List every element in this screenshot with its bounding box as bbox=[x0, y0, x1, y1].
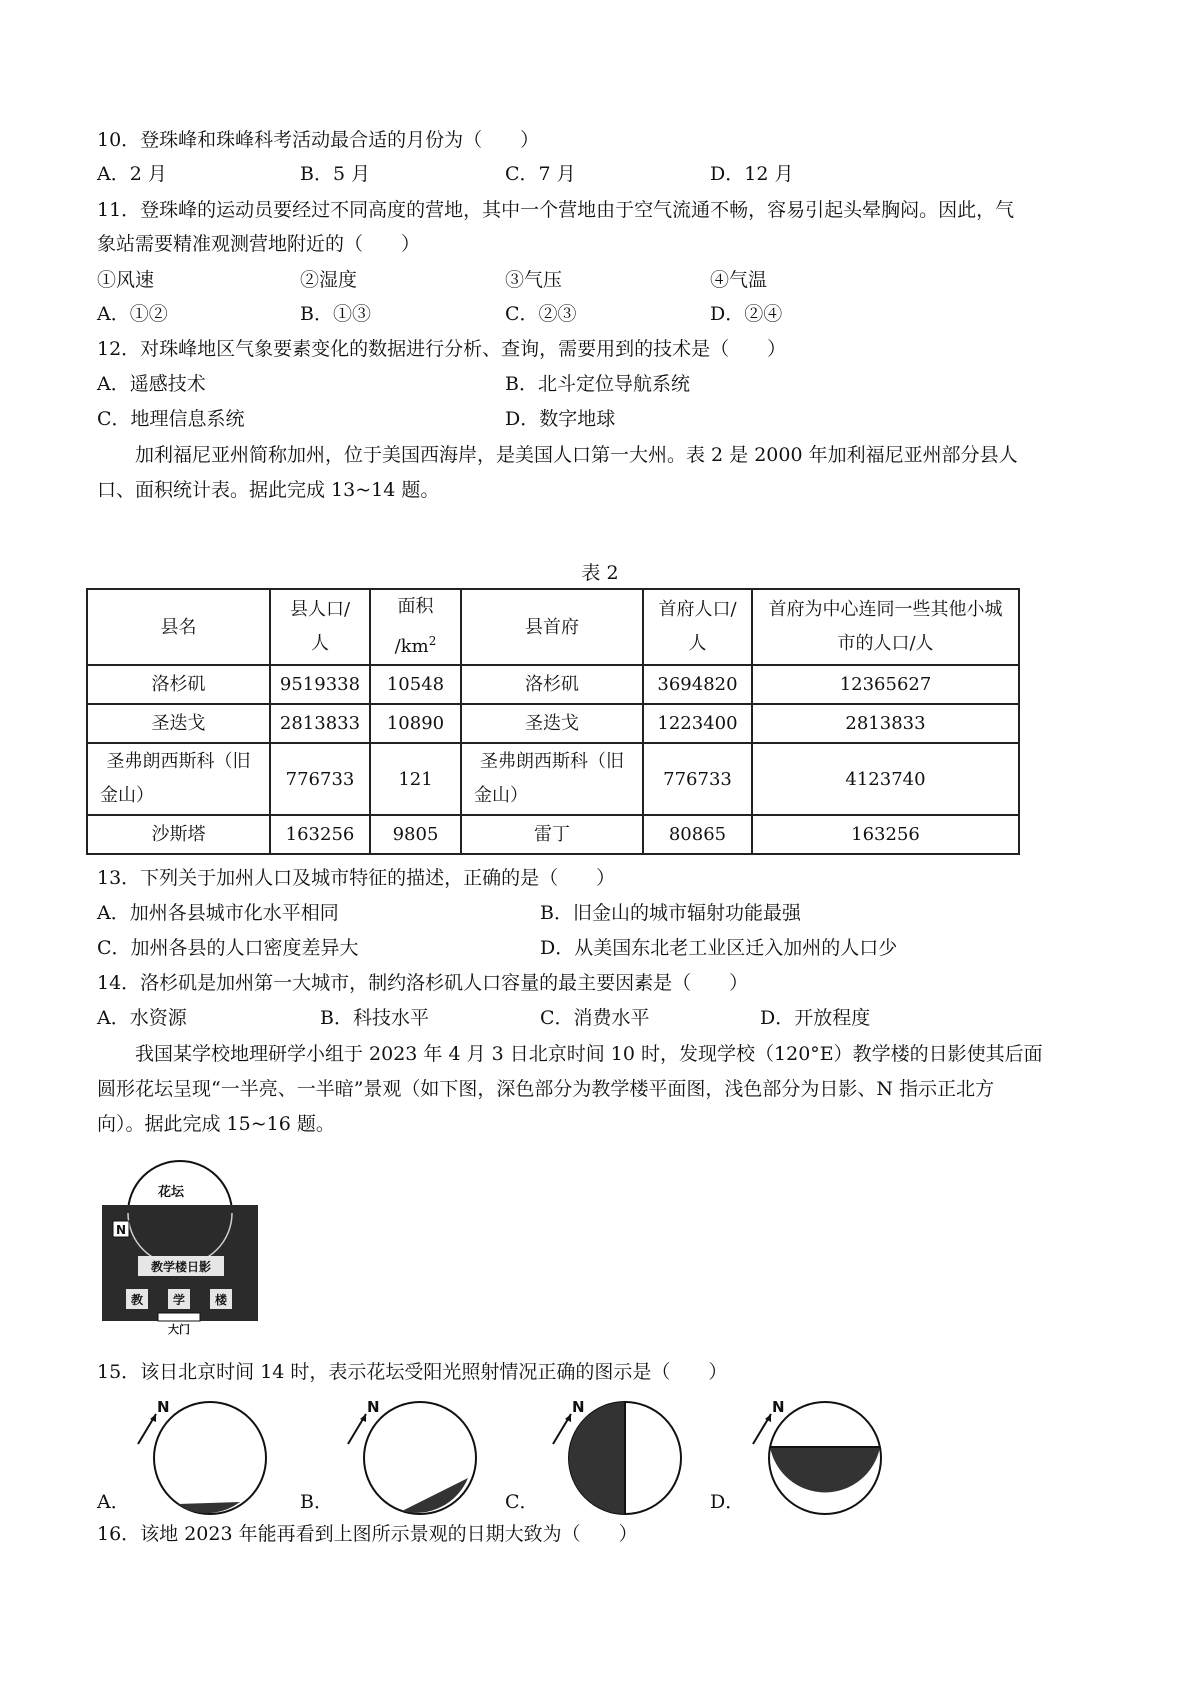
header-seat-population-line2: 人 bbox=[688, 633, 707, 654]
q11-option-b: B．①③ bbox=[300, 303, 371, 325]
q13-option-c: C．加州各县的人口密度差异大 bbox=[97, 937, 359, 959]
header-area bbox=[370, 589, 461, 665]
passage2-line2: 圆形花坛呈现“一半亮、一半暗”景观（如下图，深色部分为教学楼平面图，浅色部分为日影、N 指示正北方 bbox=[97, 1078, 995, 1100]
cell-metro-population: 2813833 bbox=[752, 704, 1019, 743]
cell-county: 圣迭戈 bbox=[87, 704, 270, 743]
population-table bbox=[86, 588, 1020, 855]
q14-option-b: B．科技水平 bbox=[320, 1007, 429, 1029]
flowerbed-circle bbox=[364, 1402, 476, 1514]
cell-seat-population: 80865 bbox=[643, 815, 752, 854]
q16-stem: 16．该地 2023 年能再看到上图所示景观的日期大致为（ ） bbox=[97, 1523, 638, 1545]
header-seat-population-line1: 首府人口/ bbox=[658, 599, 737, 620]
q11-option-d: D．②④ bbox=[710, 303, 783, 325]
q15-option-d-label: D． bbox=[710, 1491, 745, 1513]
q11-stem-line2: 象站需要精准观测营地附近的（ ） bbox=[97, 233, 421, 255]
q11-item-2: ②湿度 bbox=[300, 269, 358, 291]
cell-metro-population: 12365627 bbox=[752, 665, 1019, 704]
header-metro-line2: 市的人口/人 bbox=[837, 633, 934, 654]
cell-population: 9519338 bbox=[270, 665, 370, 704]
cell-county: 洛杉矶 bbox=[87, 665, 270, 704]
north-label: N bbox=[115, 1223, 127, 1237]
header-population-line2: 人 bbox=[311, 633, 329, 654]
cell-area: 10890 bbox=[370, 704, 461, 743]
q15-stem: 15．该日北京时间 14 时，表示花坛受阳光照射情况正确的图示是（ ） bbox=[97, 1361, 728, 1383]
q10-option-d: D．12 月 bbox=[710, 163, 794, 185]
cell-population: 776733 bbox=[270, 743, 370, 815]
school-figure bbox=[100, 1155, 265, 1335]
cell-seat bbox=[461, 743, 643, 815]
q13-option-b: B．旧金山的城市辐射功能最强 bbox=[540, 902, 801, 924]
q12-option-d: D．数字地球 bbox=[505, 408, 616, 430]
building-char-3: 楼 bbox=[214, 1293, 228, 1307]
q12-option-c: C．地理信息系统 bbox=[97, 408, 245, 430]
q10-stem: 10．登珠峰和珠峰科考活动最合适的月份为（ ） bbox=[97, 129, 540, 151]
q12-option-b: B．北斗定位导航系统 bbox=[505, 373, 690, 395]
cell-county-line1: 圣弗朗西斯科（旧 bbox=[106, 751, 251, 772]
header-seat: 县首府 bbox=[461, 589, 643, 665]
cell-population: 2813833 bbox=[270, 704, 370, 743]
cell-area: 9805 bbox=[370, 815, 461, 854]
table-row bbox=[87, 815, 1019, 854]
flowerbed-label: 花坛 bbox=[157, 1185, 185, 1200]
cell-county bbox=[87, 743, 270, 815]
north-label: N bbox=[367, 1398, 380, 1416]
header-area-sup: 2 bbox=[428, 634, 437, 648]
q11-option-a: A．①② bbox=[97, 303, 168, 325]
gate-label: 大门 bbox=[168, 1323, 190, 1335]
north-label: N bbox=[572, 1398, 585, 1416]
q11-item-1: ①风速 bbox=[97, 269, 155, 291]
passage1-line1: 加利福尼亚州简称加州，位于美国西海岸，是美国人口第一大州。表 2 是 2000 年加利福尼亚州部分县人 bbox=[135, 444, 1018, 466]
table-row bbox=[87, 665, 1019, 704]
q13-option-d: D．从美国东北老工业区迁入加州的人口少 bbox=[540, 937, 898, 959]
cell-seat-population: 776733 bbox=[643, 743, 752, 815]
q11-option-c: C．②③ bbox=[505, 303, 577, 325]
q14-option-a: A．水资源 bbox=[97, 1007, 187, 1029]
flowerbed-circle bbox=[154, 1402, 266, 1514]
q10-option-a: A．2 月 bbox=[97, 163, 167, 185]
north-label: N bbox=[157, 1398, 170, 1416]
q15-option-a-figure bbox=[130, 1392, 270, 1522]
table-row bbox=[87, 704, 1019, 743]
header-metro-population bbox=[752, 589, 1019, 665]
header-population-line1: 县人口/ bbox=[289, 599, 351, 620]
cell-county: 沙斯塔 bbox=[87, 815, 270, 854]
q13-stem: 13．下列关于加州人口及城市特征的描述，正确的是（ ） bbox=[97, 867, 616, 889]
cell-seat-population: 3694820 bbox=[643, 665, 752, 704]
header-metro-line1: 首府为中心连同一些其他小城 bbox=[768, 599, 1003, 620]
cell-seat-line2: 金山） bbox=[474, 785, 528, 806]
cell-population: 163256 bbox=[270, 815, 370, 854]
header-county: 县名 bbox=[87, 589, 270, 665]
cell-seat-population: 1223400 bbox=[643, 704, 752, 743]
q11-item-4: ④气温 bbox=[710, 269, 768, 291]
header-seat-population bbox=[643, 589, 752, 665]
q12-stem: 12．对珠峰地区气象要素变化的数据进行分析、查询，需要用到的技术是（ ） bbox=[97, 338, 787, 360]
q12-option-a: A．遥感技术 bbox=[97, 373, 206, 395]
shadow-segment bbox=[569, 1402, 625, 1514]
q14-option-c: C．消费水平 bbox=[540, 1007, 650, 1029]
passage1-line2: 口、面积统计表。据此完成 13~14 题。 bbox=[97, 479, 440, 501]
north-label: N bbox=[772, 1398, 785, 1416]
table-row bbox=[87, 743, 1019, 815]
q15-option-b-figure bbox=[340, 1392, 480, 1522]
header-area-unit: /km bbox=[394, 636, 429, 657]
gate-shape bbox=[158, 1313, 200, 1321]
cell-area: 121 bbox=[370, 743, 461, 815]
q11-item-3: ③气压 bbox=[505, 269, 563, 291]
q15-option-c-figure bbox=[545, 1392, 685, 1522]
cell-seat: 雷丁 bbox=[461, 815, 643, 854]
building-char-1: 教 bbox=[130, 1293, 144, 1307]
table-header-row bbox=[87, 589, 1019, 665]
building-char-2: 学 bbox=[172, 1293, 186, 1307]
q14-stem: 14．洛杉矶是加州第一大城市，制约洛杉矶人口容量的最主要因素是（ ） bbox=[97, 972, 749, 994]
header-population bbox=[270, 589, 370, 665]
q15-option-a-label: A． bbox=[97, 1491, 130, 1513]
cell-seat: 圣迭戈 bbox=[461, 704, 643, 743]
shadow-label: 教学楼日影 bbox=[150, 1260, 212, 1274]
cell-seat: 洛杉矶 bbox=[461, 665, 643, 704]
passage2-line3: 向）。据此完成 15~16 题。 bbox=[97, 1113, 335, 1135]
cell-county-line2: 金山） bbox=[100, 785, 154, 806]
cell-metro-population: 163256 bbox=[752, 815, 1019, 854]
passage2-line1: 我国某学校地理研学小组于 2023 年 4 月 3 日北京时间 10 时，发现学校（120°E）教学楼的日影使其后面 bbox=[135, 1043, 1043, 1065]
cell-metro-population: 4123740 bbox=[752, 743, 1019, 815]
cell-area: 10548 bbox=[370, 665, 461, 704]
q15-option-c-label: C． bbox=[505, 1491, 539, 1513]
q11-stem-line1: 11．登珠峰的运动员要经过不同高度的营地，其中一个营地由于空气流通不畅，容易引起头晕胸闷。因此，气 bbox=[97, 199, 1015, 221]
header-area-line2 bbox=[377, 624, 454, 664]
table-caption: 表 2 bbox=[581, 562, 619, 584]
q10-option-b: B．5 月 bbox=[300, 163, 371, 185]
q15-option-d-figure bbox=[745, 1392, 885, 1522]
q10-option-c: C．7 月 bbox=[505, 163, 576, 185]
cell-seat-line1: 圣弗朗西斯科（旧 bbox=[480, 751, 624, 772]
header-area-line1: 面积 bbox=[397, 596, 434, 617]
q14-option-d: D．开放程度 bbox=[760, 1007, 871, 1029]
q15-option-b-label: B． bbox=[300, 1491, 333, 1513]
q13-option-a: A．加州各县城市化水平相同 bbox=[97, 902, 339, 924]
